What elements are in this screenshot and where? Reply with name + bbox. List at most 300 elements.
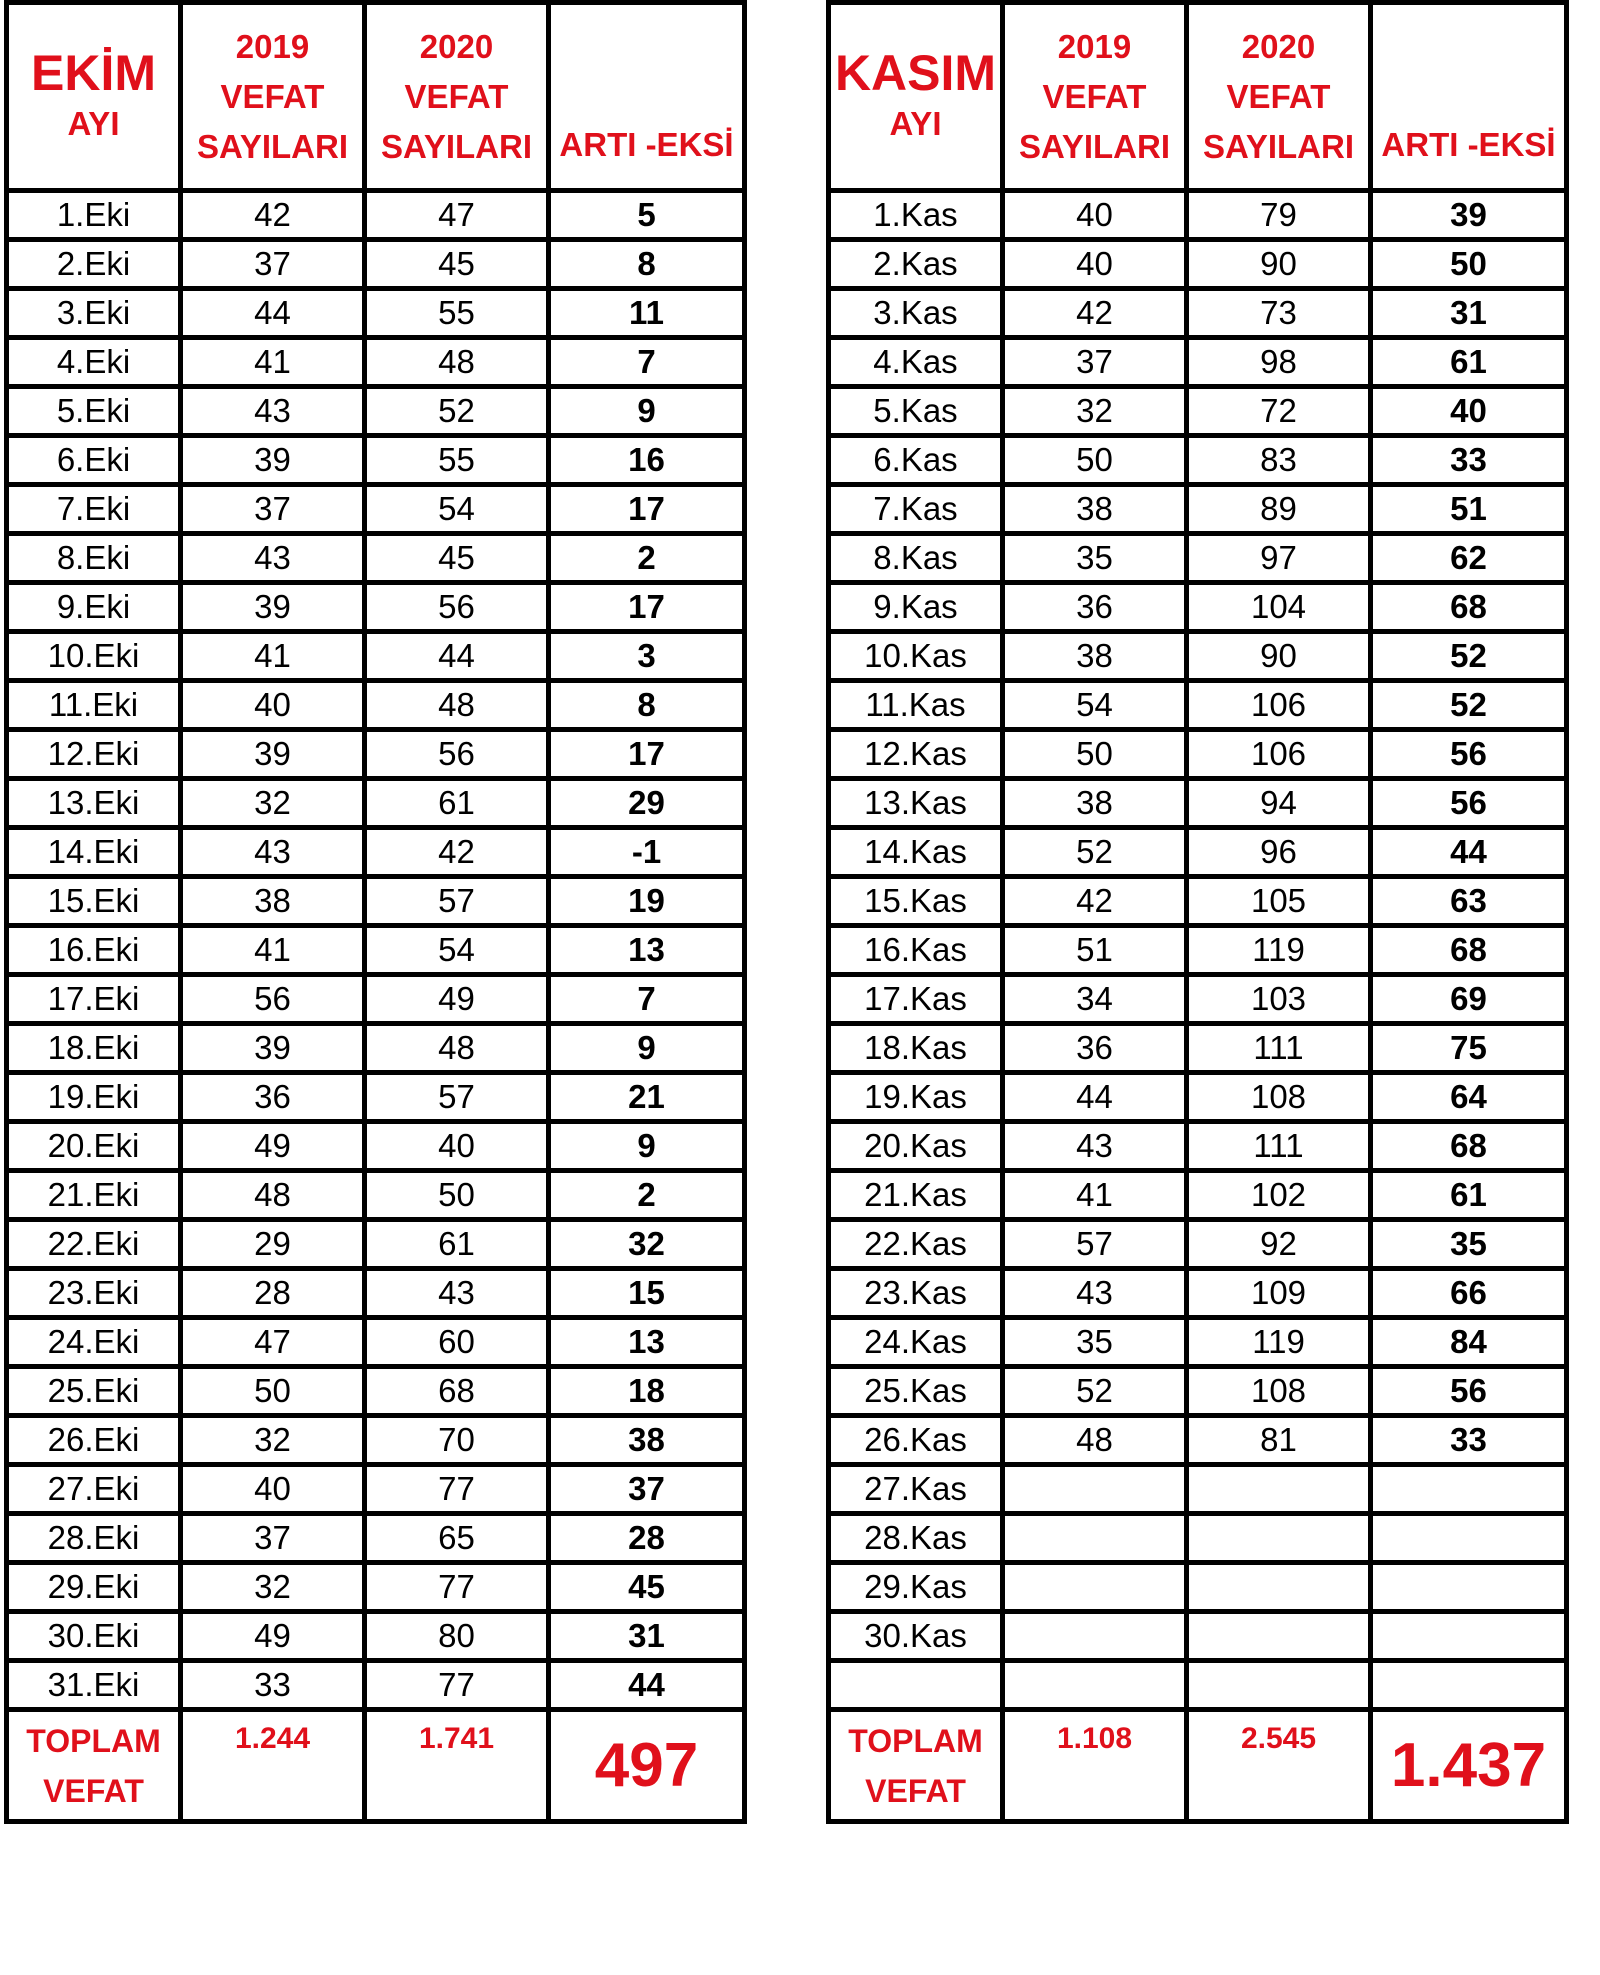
table-row bbox=[7, 1024, 745, 1073]
deaths-2019-cell: 39 bbox=[181, 583, 365, 632]
deaths-2020-cell: 48 bbox=[365, 1024, 549, 1073]
deaths-2020-cell: 55 bbox=[365, 436, 549, 485]
header-line: VEFAT bbox=[1226, 77, 1331, 115]
deaths-2019-cell: 48 bbox=[1003, 1416, 1187, 1465]
diff-cell: 17 bbox=[549, 730, 745, 779]
deaths-2019-cell: 50 bbox=[181, 1367, 365, 1416]
table-row bbox=[7, 828, 745, 877]
date-cell: 17.Eki bbox=[7, 975, 181, 1024]
ekim-diff-header: ARTI -EKSİ bbox=[549, 3, 745, 191]
ekim-table bbox=[4, 0, 747, 1824]
table-row bbox=[829, 1122, 1567, 1171]
deaths-2019-cell: 43 bbox=[181, 534, 365, 583]
header-line: 2020 bbox=[1241, 27, 1316, 65]
table-row bbox=[829, 1171, 1567, 1220]
table-row bbox=[7, 1171, 745, 1220]
deaths-2019-cell: 34 bbox=[1003, 975, 1187, 1024]
deaths-2020-cell: 54 bbox=[365, 926, 549, 975]
deaths-2020-cell: 111 bbox=[1187, 1122, 1371, 1171]
deaths-2020-cell: 52 bbox=[365, 387, 549, 436]
date-cell: 24.Eki bbox=[7, 1318, 181, 1367]
table-row bbox=[829, 1269, 1567, 1318]
table-row bbox=[7, 730, 745, 779]
deaths-2020-cell: 57 bbox=[365, 1073, 549, 1122]
date-cell: 9.Eki bbox=[7, 583, 181, 632]
date-cell: 21.Kas bbox=[829, 1171, 1003, 1220]
table-row bbox=[7, 1220, 745, 1269]
table-row bbox=[829, 926, 1567, 975]
deaths-2019-cell: 40 bbox=[1003, 191, 1187, 240]
table-row bbox=[829, 1514, 1567, 1563]
deaths-2020-cell: 83 bbox=[1187, 436, 1371, 485]
deaths-2020-cell bbox=[1187, 1661, 1371, 1710]
table-row bbox=[7, 877, 745, 926]
diff-cell: 13 bbox=[549, 926, 745, 975]
total-label-line: VEFAT bbox=[43, 1772, 144, 1809]
date-cell: 16.Eki bbox=[7, 926, 181, 975]
table-row bbox=[7, 387, 745, 436]
date-cell: 30.Eki bbox=[7, 1612, 181, 1661]
deaths-2019-cell: 35 bbox=[1003, 1318, 1187, 1367]
diff-cell: 44 bbox=[549, 1661, 745, 1710]
table-row bbox=[829, 485, 1567, 534]
date-cell: 29.Eki bbox=[7, 1563, 181, 1612]
table-row bbox=[7, 779, 745, 828]
deaths-2019-cell: 56 bbox=[181, 975, 365, 1024]
table-row bbox=[7, 338, 745, 387]
diff-cell: 7 bbox=[549, 975, 745, 1024]
table-row bbox=[829, 1563, 1567, 1612]
deaths-2020-cell: 105 bbox=[1187, 877, 1371, 926]
diff-cell: 18 bbox=[549, 1367, 745, 1416]
deaths-2019-cell: 37 bbox=[181, 240, 365, 289]
diff-cell: 45 bbox=[549, 1563, 745, 1612]
diff-cell: 32 bbox=[549, 1220, 745, 1269]
deaths-2019-cell: 41 bbox=[1003, 1171, 1187, 1220]
diff-cell bbox=[1371, 1563, 1567, 1612]
diff-cell: 7 bbox=[549, 338, 745, 387]
deaths-2020-cell: 98 bbox=[1187, 338, 1371, 387]
deaths-2019-cell: 50 bbox=[1003, 730, 1187, 779]
table-row bbox=[7, 240, 745, 289]
deaths-2020-cell: 119 bbox=[1187, 926, 1371, 975]
table-row bbox=[829, 779, 1567, 828]
diff-cell: 2 bbox=[549, 1171, 745, 1220]
diff-cell: 28 bbox=[549, 1514, 745, 1563]
deaths-2020-cell: 56 bbox=[365, 583, 549, 632]
deaths-2020-cell: 77 bbox=[365, 1661, 549, 1710]
deaths-2020-cell: 43 bbox=[365, 1269, 549, 1318]
kasim-table-body bbox=[829, 191, 1567, 1710]
deaths-2019-cell: 49 bbox=[181, 1612, 365, 1661]
ekim-total-2019: 1.244 bbox=[181, 1710, 365, 1822]
table-row bbox=[829, 681, 1567, 730]
table-row bbox=[829, 289, 1567, 338]
diff-cell: 33 bbox=[1371, 1416, 1567, 1465]
deaths-2019-cell: 40 bbox=[181, 1465, 365, 1514]
date-cell: 31.Eki bbox=[7, 1661, 181, 1710]
total-label-line: TOPLAM bbox=[26, 1722, 161, 1759]
diff-cell: 11 bbox=[549, 289, 745, 338]
diff-cell: 35 bbox=[1371, 1220, 1567, 1269]
month-sub: AYI bbox=[889, 104, 942, 142]
deaths-2020-cell: 109 bbox=[1187, 1269, 1371, 1318]
deaths-2019-cell: 43 bbox=[181, 387, 365, 436]
date-cell: 27.Kas bbox=[829, 1465, 1003, 1514]
deaths-2019-cell: 52 bbox=[1003, 1367, 1187, 1416]
deaths-2020-cell: 104 bbox=[1187, 583, 1371, 632]
table-row bbox=[7, 485, 745, 534]
deaths-2019-cell: 37 bbox=[181, 1514, 365, 1563]
deaths-2019-cell: 49 bbox=[181, 1122, 365, 1171]
table-row bbox=[7, 1122, 745, 1171]
date-cell: 20.Eki bbox=[7, 1122, 181, 1171]
deaths-2019-cell bbox=[1003, 1661, 1187, 1710]
table-row bbox=[829, 877, 1567, 926]
table-row bbox=[829, 1024, 1567, 1073]
date-cell: 18.Kas bbox=[829, 1024, 1003, 1073]
deaths-2020-cell: 44 bbox=[365, 632, 549, 681]
table-row bbox=[829, 975, 1567, 1024]
deaths-2020-cell: 57 bbox=[365, 877, 549, 926]
deaths-2020-cell bbox=[1187, 1612, 1371, 1661]
date-cell: 13.Kas bbox=[829, 779, 1003, 828]
date-cell: 5.Eki bbox=[7, 387, 181, 436]
date-cell: 4.Eki bbox=[7, 338, 181, 387]
diff-cell: 2 bbox=[549, 534, 745, 583]
date-cell: 7.Kas bbox=[829, 485, 1003, 534]
deaths-2020-cell: 92 bbox=[1187, 1220, 1371, 1269]
deaths-2020-cell: 73 bbox=[1187, 289, 1371, 338]
header-line: SAYILARI bbox=[197, 127, 348, 165]
date-cell: 21.Eki bbox=[7, 1171, 181, 1220]
diff-cell: 8 bbox=[549, 240, 745, 289]
date-cell: 14.Eki bbox=[7, 828, 181, 877]
table-row bbox=[7, 975, 745, 1024]
date-cell: 22.Eki bbox=[7, 1220, 181, 1269]
deaths-2019-cell: 39 bbox=[181, 730, 365, 779]
date-cell bbox=[829, 1661, 1003, 1710]
deaths-2019-cell: 36 bbox=[181, 1073, 365, 1122]
diff-cell: 61 bbox=[1371, 1171, 1567, 1220]
ekim-2020-header bbox=[365, 3, 549, 191]
date-cell: 23.Kas bbox=[829, 1269, 1003, 1318]
diff-cell: 17 bbox=[549, 485, 745, 534]
table-row bbox=[7, 583, 745, 632]
diff-cell: 68 bbox=[1371, 583, 1567, 632]
diff-cell: 15 bbox=[549, 1269, 745, 1318]
deaths-2019-cell: 35 bbox=[1003, 534, 1187, 583]
deaths-2020-cell: 108 bbox=[1187, 1367, 1371, 1416]
deaths-2019-cell: 38 bbox=[181, 877, 365, 926]
diff-cell: 13 bbox=[549, 1318, 745, 1367]
table-row bbox=[7, 1367, 745, 1416]
table-row bbox=[829, 436, 1567, 485]
deaths-2019-cell: 42 bbox=[1003, 289, 1187, 338]
deaths-2019-cell: 36 bbox=[1003, 583, 1187, 632]
deaths-2019-cell: 37 bbox=[1003, 338, 1187, 387]
date-cell: 2.Kas bbox=[829, 240, 1003, 289]
diff-cell: 5 bbox=[549, 191, 745, 240]
deaths-2020-cell: 77 bbox=[365, 1465, 549, 1514]
deaths-2020-cell: 48 bbox=[365, 681, 549, 730]
table-row bbox=[829, 240, 1567, 289]
deaths-2019-cell: 38 bbox=[1003, 632, 1187, 681]
date-cell: 10.Kas bbox=[829, 632, 1003, 681]
kasim-total-label bbox=[829, 1710, 1003, 1822]
date-cell: 3.Kas bbox=[829, 289, 1003, 338]
kasim-total-row bbox=[829, 1710, 1567, 1822]
date-cell: 17.Kas bbox=[829, 975, 1003, 1024]
deaths-2019-cell: 28 bbox=[181, 1269, 365, 1318]
date-cell: 29.Kas bbox=[829, 1563, 1003, 1612]
deaths-2020-cell: 89 bbox=[1187, 485, 1371, 534]
month-sub: AYI bbox=[67, 104, 120, 142]
deaths-2019-cell bbox=[1003, 1514, 1187, 1563]
table-row bbox=[829, 191, 1567, 240]
kasim-total-diff: 1.437 bbox=[1371, 1710, 1567, 1822]
deaths-2019-cell: 50 bbox=[1003, 436, 1187, 485]
kasim-header-row bbox=[829, 3, 1567, 191]
deaths-2019-cell bbox=[1003, 1612, 1187, 1661]
diff-cell: 39 bbox=[1371, 191, 1567, 240]
table-row bbox=[829, 1612, 1567, 1661]
kasim-diff-header: ARTI -EKSİ bbox=[1371, 3, 1567, 191]
deaths-2019-cell: 39 bbox=[181, 1024, 365, 1073]
diff-cell: 37 bbox=[549, 1465, 745, 1514]
diff-cell: 38 bbox=[549, 1416, 745, 1465]
deaths-2019-cell: 43 bbox=[181, 828, 365, 877]
deaths-2020-cell: 54 bbox=[365, 485, 549, 534]
ekim-2019-header bbox=[181, 3, 365, 191]
date-cell: 12.Eki bbox=[7, 730, 181, 779]
deaths-2019-cell: 44 bbox=[181, 289, 365, 338]
ekim-header-row bbox=[7, 3, 745, 191]
deaths-2019-cell: 37 bbox=[181, 485, 365, 534]
deaths-2020-cell: 45 bbox=[365, 240, 549, 289]
diff-cell: 64 bbox=[1371, 1073, 1567, 1122]
total-label-line: VEFAT bbox=[865, 1772, 966, 1809]
diff-cell: 56 bbox=[1371, 1367, 1567, 1416]
deaths-2020-cell: 56 bbox=[365, 730, 549, 779]
diff-cell: 63 bbox=[1371, 877, 1567, 926]
date-cell: 11.Kas bbox=[829, 681, 1003, 730]
deaths-2019-cell: 57 bbox=[1003, 1220, 1187, 1269]
date-cell: 8.Kas bbox=[829, 534, 1003, 583]
date-cell: 16.Kas bbox=[829, 926, 1003, 975]
date-cell: 25.Eki bbox=[7, 1367, 181, 1416]
deaths-2019-cell: 43 bbox=[1003, 1122, 1187, 1171]
date-cell: 22.Kas bbox=[829, 1220, 1003, 1269]
date-cell: 19.Kas bbox=[829, 1073, 1003, 1122]
table-row bbox=[7, 632, 745, 681]
deaths-2019-cell: 32 bbox=[181, 779, 365, 828]
deaths-2019-cell: 40 bbox=[181, 681, 365, 730]
deaths-2019-cell: 41 bbox=[181, 926, 365, 975]
deaths-2019-cell: 52 bbox=[1003, 828, 1187, 877]
table-row bbox=[829, 1220, 1567, 1269]
deaths-2020-cell: 70 bbox=[365, 1416, 549, 1465]
table-row bbox=[829, 338, 1567, 387]
month-name: EKİM bbox=[31, 44, 156, 101]
deaths-2020-cell: 79 bbox=[1187, 191, 1371, 240]
deaths-2019-cell: 41 bbox=[181, 632, 365, 681]
table-row bbox=[829, 583, 1567, 632]
date-cell: 7.Eki bbox=[7, 485, 181, 534]
deaths-2019-cell: 44 bbox=[1003, 1073, 1187, 1122]
date-cell: 15.Eki bbox=[7, 877, 181, 926]
date-cell: 6.Eki bbox=[7, 436, 181, 485]
deaths-2020-cell: 42 bbox=[365, 828, 549, 877]
date-cell: 2.Eki bbox=[7, 240, 181, 289]
table-row bbox=[7, 1465, 745, 1514]
date-cell: 10.Eki bbox=[7, 632, 181, 681]
diff-cell: 61 bbox=[1371, 338, 1567, 387]
table-row bbox=[829, 1416, 1567, 1465]
date-cell: 20.Kas bbox=[829, 1122, 1003, 1171]
deaths-2020-cell: 50 bbox=[365, 1171, 549, 1220]
date-cell: 23.Eki bbox=[7, 1269, 181, 1318]
table-row bbox=[7, 1661, 745, 1710]
ekim-total-label bbox=[7, 1710, 181, 1822]
header-line: 2020 bbox=[419, 27, 494, 65]
deaths-2019-cell: 47 bbox=[181, 1318, 365, 1367]
diff-cell: 44 bbox=[1371, 828, 1567, 877]
diff-cell: 19 bbox=[549, 877, 745, 926]
date-cell: 30.Kas bbox=[829, 1612, 1003, 1661]
deaths-2019-cell: 29 bbox=[181, 1220, 365, 1269]
date-cell: 1.Kas bbox=[829, 191, 1003, 240]
deaths-2020-cell: 77 bbox=[365, 1563, 549, 1612]
table-row bbox=[7, 534, 745, 583]
deaths-2020-cell: 81 bbox=[1187, 1416, 1371, 1465]
ekim-month-header bbox=[7, 3, 181, 191]
deaths-2020-cell: 96 bbox=[1187, 828, 1371, 877]
deaths-2020-cell: 61 bbox=[365, 779, 549, 828]
deaths-2020-cell: 55 bbox=[365, 289, 549, 338]
table-row bbox=[829, 632, 1567, 681]
deaths-2019-cell: 54 bbox=[1003, 681, 1187, 730]
diff-cell: 52 bbox=[1371, 681, 1567, 730]
deaths-2019-cell: 41 bbox=[181, 338, 365, 387]
diff-cell: 66 bbox=[1371, 1269, 1567, 1318]
date-cell: 9.Kas bbox=[829, 583, 1003, 632]
deaths-2020-cell: 60 bbox=[365, 1318, 549, 1367]
diff-cell: 31 bbox=[1371, 289, 1567, 338]
date-cell: 5.Kas bbox=[829, 387, 1003, 436]
table-row bbox=[829, 828, 1567, 877]
deaths-2020-cell: 48 bbox=[365, 338, 549, 387]
table-row bbox=[829, 387, 1567, 436]
ekim-total-row bbox=[7, 1710, 745, 1822]
deaths-2020-cell: 90 bbox=[1187, 240, 1371, 289]
table-row bbox=[829, 1465, 1567, 1514]
header-line: SAYILARI bbox=[1203, 127, 1354, 165]
total-label-line: TOPLAM bbox=[848, 1722, 983, 1759]
kasim-month-header bbox=[829, 3, 1003, 191]
diff-cell: 75 bbox=[1371, 1024, 1567, 1073]
kasim-total-2020: 2.545 bbox=[1187, 1710, 1371, 1822]
header-line: VEFAT bbox=[1042, 77, 1147, 115]
table-row bbox=[7, 1563, 745, 1612]
kasim-2020-header bbox=[1187, 3, 1371, 191]
diff-cell bbox=[1371, 1612, 1567, 1661]
header-line: SAYILARI bbox=[1019, 127, 1170, 165]
deaths-2020-cell: 61 bbox=[365, 1220, 549, 1269]
diff-cell: 9 bbox=[549, 1024, 745, 1073]
diff-cell: 84 bbox=[1371, 1318, 1567, 1367]
header-line: 2019 bbox=[1057, 27, 1132, 65]
date-cell: 24.Kas bbox=[829, 1318, 1003, 1367]
diff-cell: 40 bbox=[1371, 387, 1567, 436]
diff-cell: 9 bbox=[549, 387, 745, 436]
table-row bbox=[829, 1318, 1567, 1367]
deaths-2020-cell: 65 bbox=[365, 1514, 549, 1563]
deaths-2020-cell: 106 bbox=[1187, 730, 1371, 779]
deaths-2020-cell: 106 bbox=[1187, 681, 1371, 730]
table-row bbox=[829, 534, 1567, 583]
diff-cell bbox=[1371, 1661, 1567, 1710]
deaths-2019-cell: 33 bbox=[181, 1661, 365, 1710]
date-cell: 4.Kas bbox=[829, 338, 1003, 387]
header-line: SAYILARI bbox=[381, 127, 532, 165]
deaths-2019-cell: 40 bbox=[1003, 240, 1187, 289]
header-line: 2019 bbox=[235, 27, 310, 65]
diff-cell: 33 bbox=[1371, 436, 1567, 485]
diff-cell: -1 bbox=[549, 828, 745, 877]
deaths-2020-cell: 90 bbox=[1187, 632, 1371, 681]
deaths-2019-cell: 38 bbox=[1003, 779, 1187, 828]
date-cell: 11.Eki bbox=[7, 681, 181, 730]
date-cell: 26.Kas bbox=[829, 1416, 1003, 1465]
table-row bbox=[7, 191, 745, 240]
table-row bbox=[7, 926, 745, 975]
deaths-2020-cell: 97 bbox=[1187, 534, 1371, 583]
table-row bbox=[7, 1073, 745, 1122]
deaths-2020-cell: 102 bbox=[1187, 1171, 1371, 1220]
date-cell: 28.Eki bbox=[7, 1514, 181, 1563]
date-cell: 28.Kas bbox=[829, 1514, 1003, 1563]
table-row bbox=[829, 1661, 1567, 1710]
header-line: VEFAT bbox=[220, 77, 325, 115]
kasim-total-2019: 1.108 bbox=[1003, 1710, 1187, 1822]
deaths-2020-cell: 40 bbox=[365, 1122, 549, 1171]
table-row bbox=[7, 289, 745, 338]
deaths-2019-cell: 32 bbox=[181, 1416, 365, 1465]
ekim-total-diff: 497 bbox=[549, 1710, 745, 1822]
header-line: VEFAT bbox=[404, 77, 509, 115]
diff-cell: 16 bbox=[549, 436, 745, 485]
deaths-2019-cell: 38 bbox=[1003, 485, 1187, 534]
date-cell: 13.Eki bbox=[7, 779, 181, 828]
deaths-2019-cell: 42 bbox=[181, 191, 365, 240]
deaths-2019-cell: 32 bbox=[1003, 387, 1187, 436]
date-cell: 1.Eki bbox=[7, 191, 181, 240]
diff-cell: 3 bbox=[549, 632, 745, 681]
diff-cell: 56 bbox=[1371, 779, 1567, 828]
diff-cell: 62 bbox=[1371, 534, 1567, 583]
deaths-2020-cell: 108 bbox=[1187, 1073, 1371, 1122]
deaths-2019-cell: 42 bbox=[1003, 877, 1187, 926]
date-cell: 14.Kas bbox=[829, 828, 1003, 877]
diff-cell: 9 bbox=[549, 1122, 745, 1171]
ekim-table-body bbox=[7, 191, 745, 1710]
diff-cell: 17 bbox=[549, 583, 745, 632]
table-row bbox=[7, 436, 745, 485]
diff-cell bbox=[1371, 1465, 1567, 1514]
deaths-2020-cell: 94 bbox=[1187, 779, 1371, 828]
diff-cell: 56 bbox=[1371, 730, 1567, 779]
